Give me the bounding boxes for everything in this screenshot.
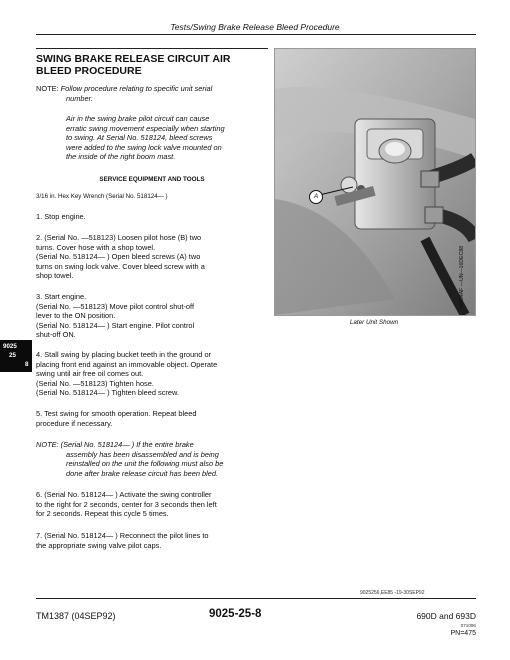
note-text: were added to the swing lock valve mounted on	[66, 142, 222, 152]
note-text: to swing. At Serial No. 518124, bleed screws	[66, 133, 213, 143]
footer-model: 690D and 693D	[416, 611, 476, 621]
figure-caption: Later Unit Shown	[349, 319, 399, 326]
step-text: lever to the ON position.	[36, 311, 116, 321]
note-text: NOTE: (Serial No. 518124— ) If the entire brake	[36, 440, 194, 449]
step-text: for 2 seconds. Repeat this cycle 5 times.	[36, 509, 169, 519]
step-text: 4. Stall swing by placing bucket teeth in the ground or	[36, 350, 212, 359]
step-7	[36, 531, 270, 550]
section-side-tab	[0, 340, 32, 372]
footer-rule	[36, 598, 476, 599]
step-4	[36, 350, 270, 398]
footer-model-code: 071096	[460, 623, 476, 628]
section-top-rule	[36, 48, 268, 49]
step-text: (Serial No. 518124— ) Open bleed screws (A) two	[36, 252, 201, 262]
step-text: (Serial No. —518123) Move pilot control shut-off	[36, 301, 195, 311]
step-6	[36, 490, 270, 519]
step-text: swing until air free oil comes out.	[36, 369, 144, 379]
callout-a: A	[309, 190, 323, 204]
title-line: BLEED PROCEDURE	[36, 64, 142, 77]
header-rule	[36, 34, 476, 35]
side-tab-text: 9025	[3, 343, 17, 350]
equipment-heading: SERVICE EQUIPMENT AND TOOLS	[99, 176, 205, 183]
step-text: 7. (Serial No. 518124— ) Reconnect the pilot lines to	[36, 531, 209, 540]
running-header: Tests/Swing Brake Release Bleed Procedure	[170, 22, 340, 32]
step-text: to the right for 2 seconds, center for 3 seconds then left	[36, 499, 217, 509]
valve-illustration	[275, 49, 475, 315]
step-text: (Serial No. —518123) Tighten hose.	[36, 378, 154, 388]
step-text: placing front end against an immovable object. Operate	[36, 359, 218, 369]
step-text: (Serial No. 518124— ) Tighten bleed screw.	[36, 388, 179, 398]
section-title	[36, 54, 268, 77]
step-text: 6. (Serial No. 518124— ) Activate the swing controller	[36, 490, 212, 499]
step-5	[36, 409, 270, 428]
step-text: (Serial No. 518124— ) Start engine. Pilot control	[36, 320, 195, 330]
step-text: shop towel.	[36, 271, 74, 281]
step-text: the appropriate swing valve pilot caps.	[36, 540, 162, 550]
step-3	[36, 292, 270, 340]
footer-page-number: 9025-25-8	[209, 608, 262, 620]
footer-pn: PN=475	[450, 630, 476, 637]
step-text: 5. Test swing for smooth operation. Repeat bleed	[36, 409, 197, 418]
step-text: turns. Cover hose with a shop towel.	[36, 242, 156, 252]
step-text: turns on swing lock valve. Cover bleed screw with a	[36, 261, 205, 271]
step-text: procedure if necessary.	[36, 418, 113, 428]
step-text: 3. Start engine.	[36, 292, 87, 301]
note-text: number.	[66, 93, 93, 103]
step-text: shut-off ON.	[36, 330, 76, 340]
note-text: done after brake release circuit has been bled.	[66, 468, 219, 478]
note-text: Follow procedure relating to specific unit serial	[60, 84, 213, 93]
note-2	[36, 440, 270, 478]
note-text: assembly has been disassembled and is being	[66, 449, 219, 459]
footer-doc-id: 9025256,EE85 -19-30SEP92	[360, 590, 425, 596]
note-label: NOTE:	[36, 84, 59, 93]
note-text: Air in the swing brake pilot circuit can cause	[66, 114, 210, 123]
note-text: the inside of the right boom mast.	[66, 152, 176, 162]
side-tab-text: 8	[25, 361, 29, 368]
step-2	[36, 233, 270, 281]
step-text: 2. (Serial No. —518123) Loosen pilot hose (B) two	[36, 233, 202, 242]
note-text: erratic swing movement especially when starting	[66, 123, 225, 133]
note-1	[36, 84, 268, 103]
note-text: reinstalled on the unit the following must also be	[66, 459, 224, 469]
equipment-item: 3/16 in. Hex Key Wrench (Serial No. 518124— )	[36, 193, 168, 200]
valve-photo	[274, 48, 476, 316]
note-1-detail	[66, 114, 270, 162]
step-1: 1. Stop engine.	[36, 212, 86, 221]
title-line: SWING BRAKE RELEASE CIRCUIT AIR	[36, 53, 231, 65]
footer-tm: TM1387 (04SEP92)	[36, 611, 116, 621]
figure-side-code: T6954AF —UN—16DEC88	[459, 245, 465, 309]
side-tab-text: 25	[9, 352, 16, 359]
